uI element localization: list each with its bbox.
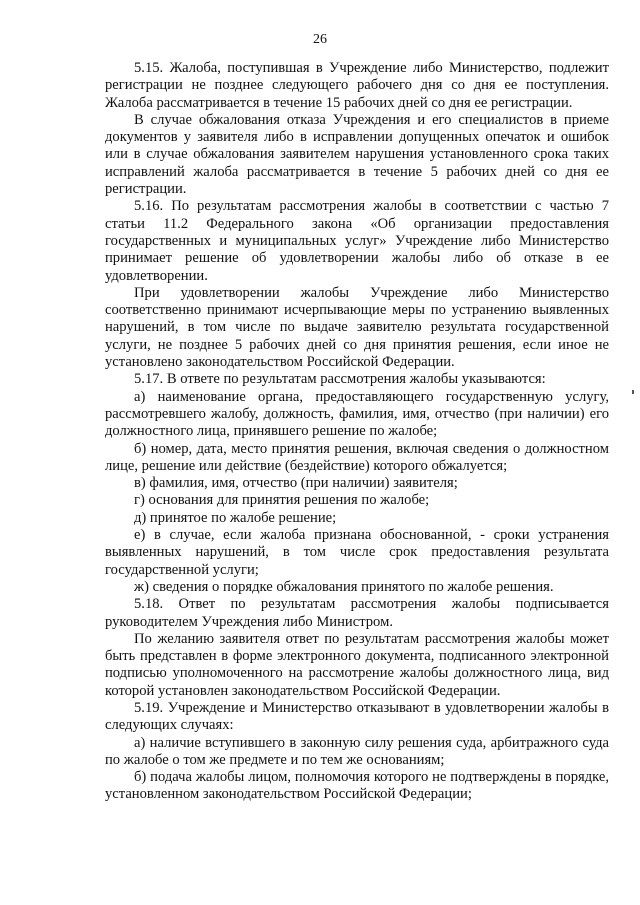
list-item-b: б) номер, дата, место принятия решения, включая сведения о должностном лице, решение или действие (бездействие) которого обжалуется;: [105, 440, 609, 474]
list-item-a: а) наименование органа, предоставляющего государственную услугу, рассмотревшего жалобу, должность, фамилия, имя, отчество (при наличии) его должностного лица, принявшего решение по жалобе;: [105, 388, 609, 440]
page-number: 26: [313, 32, 327, 47]
document-body: [105, 60, 609, 804]
list-item-e: е) в случае, если жалоба признана обоснованной, - сроки устранения выявленных нарушений, в том числе срок предоставления результата государственной услуги;: [105, 527, 609, 578]
paragraph-5-16-satisfaction: При удовлетворении жалобы Учреждение либо Министерство соответственно принимают исчерпывающие меры по устранению выявленных нарушений, в том числе по выдаче заявителю результата государственной услуги, не позднее 5 рабочих дней со дня принятия решения, если иное не установлено законодательством Российской Федерации.: [105, 284, 609, 371]
paragraph-5-17: 5.17. В ответе по результатам рассмотрения жалобы указываются:: [134, 371, 546, 388]
list-item-g: г) основания для принятия решения по жалобе;: [134, 492, 430, 509]
paragraph-5-15: 5.15. Жалоба, поступившая в Учреждение либо Министерство, подлежит регистрации не позднее следующего рабочего дня со дня ее поступления. Жалоба рассматривается в течение 15 рабочих дней со дня ее регистрации.: [105, 60, 609, 111]
list-item-zh: ж) сведения о порядке обжалования принятого по жалобе решения.: [134, 578, 554, 595]
paragraph-5-18-electronic: По желанию заявителя ответ по результатам рассмотрения жалобы может быть представлен в форме электронного документа, подписанного электронной подписью уполномоченного на рассмотрение жалобы должностного лица, вид которой установлен законодательством Российской Федерации.: [105, 630, 609, 699]
list-item-v: в) фамилия, имя, отчество (при наличии) заявителя;: [134, 475, 458, 492]
paragraph-5-18: 5.18. Ответ по результатам рассмотрения жалобы подписывается руководителем Учреждения либо Министром.: [105, 596, 609, 630]
list-item-d: д) принятое по жалобе решение;: [134, 509, 337, 526]
refusal-item-b: б) подача жалобы лицом, полномочия которого не подтверждены в порядке, установленном законодательством Российской Федерации;: [105, 769, 609, 803]
paragraph-5-19: 5.19. Учреждение и Министерство отказывают в удовлетворении жалобы в следующих случаях:: [105, 699, 609, 734]
scan-mark: [632, 390, 634, 394]
paragraph-5-15-appeal-refusal: В случае обжалования отказа Учреждения и его специалистов в приеме документов у заявителя либо в исправлении допущенных опечаток и ошибок или в случае обжалования заявителем нарушения установленного срока таких исправлений жалоба рассматривается в течение 5 рабочих дней со дня ее регистрации.: [105, 111, 609, 198]
paragraph-5-16: 5.16. По результатам рассмотрения жалобы в соответствии с частью 7 статьи 11.2 Федерального закона «Об организации предоставления государственных и муниципальных услуг» Учреждение либо Министерство принимает решение об удовлетворении жалобы либо об отказе в ее удовлетворении.: [105, 198, 609, 284]
refusal-item-a: а) наличие вступившего в законную силу решения суда, арбитражного суда по жалобе о том же предмете и по тем же основаниям;: [105, 734, 609, 768]
